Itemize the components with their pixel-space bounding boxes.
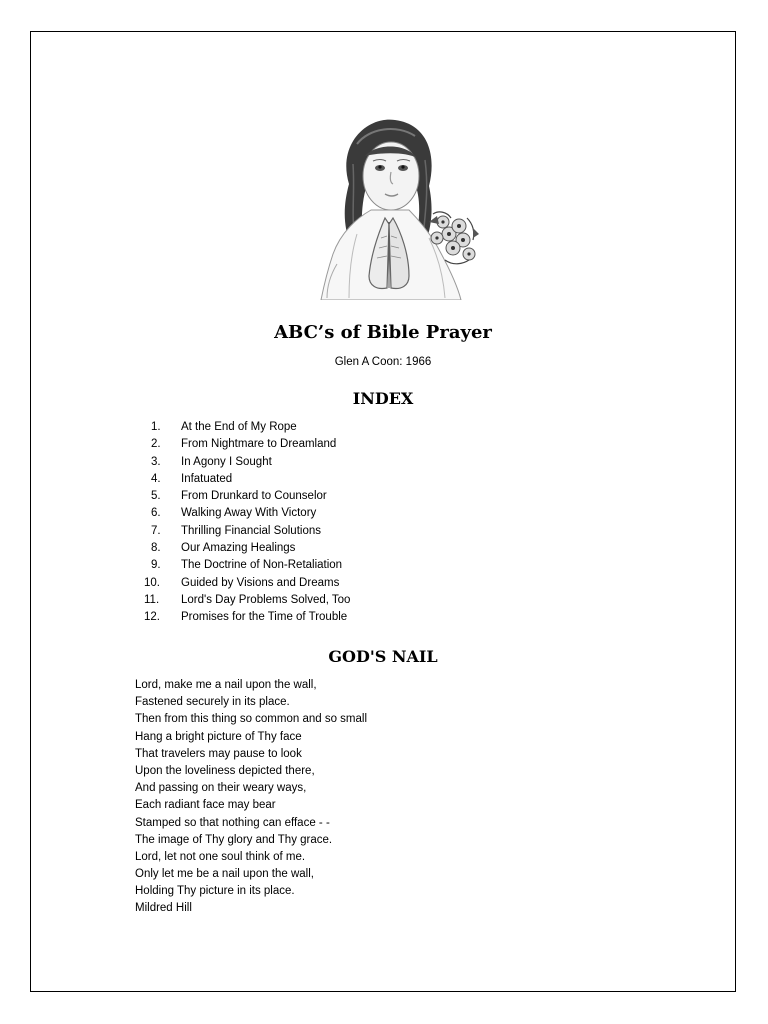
- poem-line: Lord, let not one soul think of me.: [135, 850, 306, 863]
- poem-line: Each radiant face may bear: [135, 799, 276, 812]
- poem-line: That travelers may pause to look: [135, 747, 302, 760]
- index-item-text: In Agony I Sought: [181, 455, 272, 468]
- index-item-text: Our Amazing Healings: [181, 542, 296, 555]
- index-item-number: 6.: [151, 507, 161, 520]
- index-item-number: 12.: [144, 611, 160, 624]
- index-item: [151, 419, 350, 436]
- index-item-text: Walking Away With Victory: [181, 507, 317, 520]
- document-title: ABC’s of Bible Prayer: [274, 322, 492, 343]
- index-list: [144, 419, 351, 627]
- index-item: [151, 540, 350, 557]
- poem-heading: GOD'S NAIL: [328, 647, 438, 666]
- poem-line: Stamped so that nothing can efface - -: [135, 816, 330, 829]
- index-item: [151, 488, 350, 505]
- index-item-text: From Drunkard to Counselor: [181, 490, 327, 503]
- poem-author: Mildred Hill: [135, 902, 192, 915]
- index-item-number: 2.: [151, 438, 161, 451]
- index-item: [144, 609, 350, 626]
- poem-line: Then from this thing so common and so small: [135, 713, 368, 726]
- index-item: [151, 557, 350, 574]
- index-item: [151, 436, 350, 453]
- document-page: [30, 31, 736, 992]
- index-heading: INDEX: [352, 389, 414, 408]
- index-item: [144, 575, 350, 592]
- index-item-number: 3.: [151, 455, 161, 468]
- index-item-number: 7.: [151, 524, 161, 537]
- praying-child-illustration: [297, 114, 483, 300]
- index-item-number: 10.: [144, 576, 160, 589]
- index-item-text: Thrilling Financial Solutions: [181, 524, 321, 537]
- index-item-text: At the End of My Rope: [181, 421, 297, 433]
- index-item-text: The Doctrine of Non-Retaliation: [181, 559, 343, 572]
- index-item-number: 8.: [151, 542, 161, 555]
- index-item-number: 9.: [151, 559, 161, 572]
- index-item: [151, 505, 350, 522]
- poem-line: Upon the loveliness depicted there,: [135, 764, 315, 777]
- index-item-text: From Nightmare to Dreamland: [181, 438, 337, 451]
- index-item-text: Infatuated: [181, 472, 233, 485]
- index-item-text: Promises for the Time of Trouble: [181, 611, 348, 624]
- poem-line: Lord, make me a nail upon the wall,: [135, 679, 317, 691]
- index-item-text: Guided by Visions and Dreams: [181, 576, 340, 589]
- index-item-number: 11.: [144, 593, 160, 606]
- index-item-number: 5.: [151, 490, 161, 503]
- index-item: [144, 592, 351, 609]
- poem-line: The image of Thy glory and Thy grace.: [135, 833, 333, 846]
- poem-line: Hang a bright picture of Thy face: [135, 730, 302, 743]
- index-item-text: Lord's Day Problems Solved, Too: [181, 593, 351, 606]
- poem-line: Holding Thy picture in its place.: [135, 885, 295, 898]
- poem-text: [135, 677, 367, 918]
- poem-line: Fastened securely in its place.: [135, 696, 290, 709]
- index-item: [151, 454, 350, 471]
- poem-line: And passing on their weary ways,: [135, 782, 307, 795]
- index-item-number: 1.: [151, 421, 161, 433]
- index-item: [151, 471, 350, 488]
- poem-line: Only let me be a nail upon the wall,: [135, 868, 314, 881]
- index-item: [151, 523, 350, 540]
- author-line: Glen A Coon: 1966: [334, 356, 432, 368]
- index-item-number: 4.: [151, 472, 161, 485]
